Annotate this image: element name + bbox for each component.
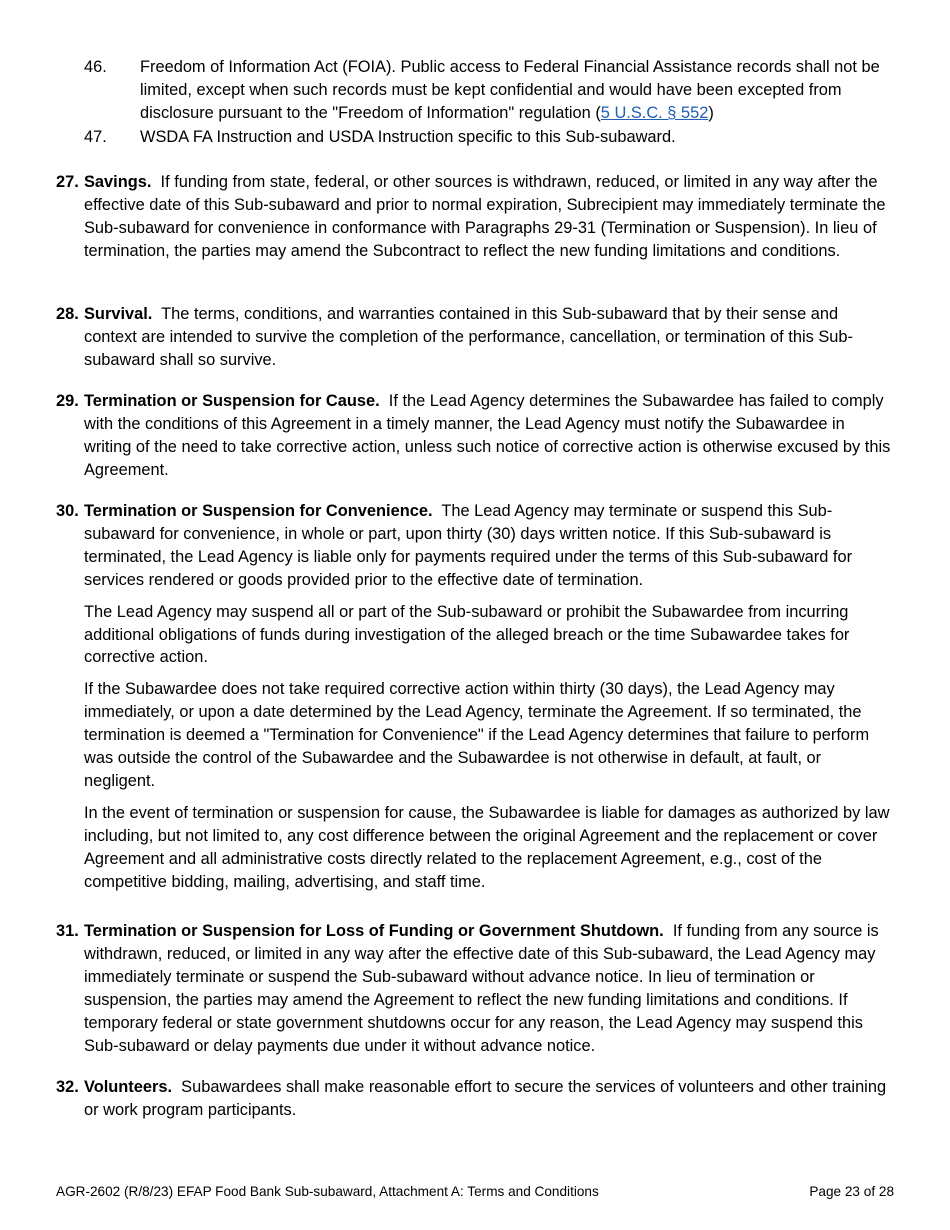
section-30-termination-for-convenience [56, 500, 894, 894]
section-number: 28. [56, 305, 79, 323]
item-text: WSDA FA Instruction and USDA Instruction specific to this Sub-subaward. [140, 128, 676, 146]
section-text: If funding from state, federal, or other sources is withdrawn, reduced, or limited in any way after the effective date of this Sub-subaward and prior to normal expiration, Subrecipient may immediately terminate the Sub-subaward for convenience in conformance with Paragraphs 29-31 (Termination or Suspension). In lieu of termination, the parties may amend the Subcontract to reflect the new funding limitations and conditions. [84, 173, 886, 260]
section-paragraph: If the Subawardee does not take required corrective action within thirty (30 days), the Lead Agency may immediately, or upon a date determined by the Lead Agency, terminate the Agreement. If so terminated, the termination is deemed a "Termination for Convenience" if the Lead Agency determines that failure to perform was outside the control of the Subawardee and the Subawardee is not otherwise in default, at fault, or negligent. [84, 680, 870, 790]
item-text-end: ) [708, 103, 714, 122]
section-heading: Volunteers. [84, 1078, 173, 1096]
section-number: 30. [56, 502, 79, 520]
section-28-survival [56, 303, 894, 372]
item-number: 46. [84, 58, 107, 76]
item-number: 47. [84, 128, 107, 146]
item-text-body: Freedom of Information Act (FOIA). Public access to Federal Financial Assistance records shall not be limited, except when such records must be kept confidential and would have been excepted from disclosure pursuant to the "Freedom of Information" regulation ( [140, 58, 880, 122]
section-text: The Lead Agency may terminate or suspend this Sub-subaward for convenience, in whole or part, upon thirty (30) days written notice. If this Sub-subaward is terminated, the Lead Agency is liable only for payments required under the terms of this Sub-subaward for services rendered or goods provided prior to the effective date of termination. [84, 502, 853, 589]
list-item-47 [84, 126, 894, 149]
section-number: 27. [56, 173, 79, 191]
section-paragraph: In the event of termination or suspension for cause, the Subawardee is liable for damages as authorized by law including, but not limited to, any cost difference between the original Agreement and the replacement or cover Agreement and all administrative costs directly related to the replacement Agreement, e.g., cost of the competitive bidding, mailing, advertising, and staff time. [84, 803, 890, 891]
section-31-loss-of-funding [56, 920, 894, 1057]
section-heading: Savings. [84, 173, 152, 191]
item-text [140, 56, 894, 125]
list-item-46 [84, 56, 894, 125]
section-heading: Termination or Suspension for Convenience. [84, 502, 433, 520]
section-text: Subawardees shall make reasonable effort to secure the services of volunteers and other training or work program participants. [84, 1078, 887, 1119]
section-text: If funding from any source is withdrawn, reduced, or limited in any way after the effective date of this Sub-subaward, the Lead Agency may immediately terminate or suspend the Sub-subaward without advance notice. In lieu of termination or suspension, the parties may amend the Agreement to reflect the new funding limitations and conditions. If temporary federal or state government shutdowns occur for any reason, the Lead Agency may suspend this Sub-subaward or delay payments due under it without advance notice. [84, 922, 879, 1055]
footer-page-number: Page 23 of 28 [809, 1184, 894, 1199]
section-paragraph: The Lead Agency may suspend all or part of the Sub-subaward or prohibit the Subawardee from incurring additional obligations of funds during investigation of the alleged breach or the time Subawardee takes for corrective action. [84, 602, 850, 667]
section-number: 31. [56, 922, 79, 940]
section-number: 32. [56, 1078, 79, 1096]
usc-552-link[interactable]: 5 U.S.C. § 552 [600, 103, 709, 122]
section-heading: Survival. [84, 305, 153, 323]
section-text: If the Lead Agency determines the Subawardee has failed to comply with the conditions of this Agreement in a timely manner, the Lead Agency must notify the Subawardee in writing of the need to take corrective action, unless such notice of corrective action is otherwise excused by this Agreement. [84, 392, 891, 479]
section-heading: Termination or Suspension for Loss of Funding or Government Shutdown. [84, 922, 664, 940]
section-heading: Termination or Suspension for Cause. [84, 392, 380, 410]
section-29-termination-for-cause [56, 390, 894, 482]
section-text: The terms, conditions, and warranties contained in this Sub-subaward that by their sense and context are intended to survive the completion of the performance, cancellation, or termination of this Sub-subaward shall so survive. [84, 305, 853, 369]
footer-document-id: AGR-2602 (R/8/23) EFAP Food Bank Sub-subaward, Attachment A: Terms and Conditions [56, 1184, 599, 1199]
section-27-savings [56, 171, 894, 263]
section-32-volunteers [56, 1076, 894, 1122]
section-number: 29. [56, 392, 79, 410]
